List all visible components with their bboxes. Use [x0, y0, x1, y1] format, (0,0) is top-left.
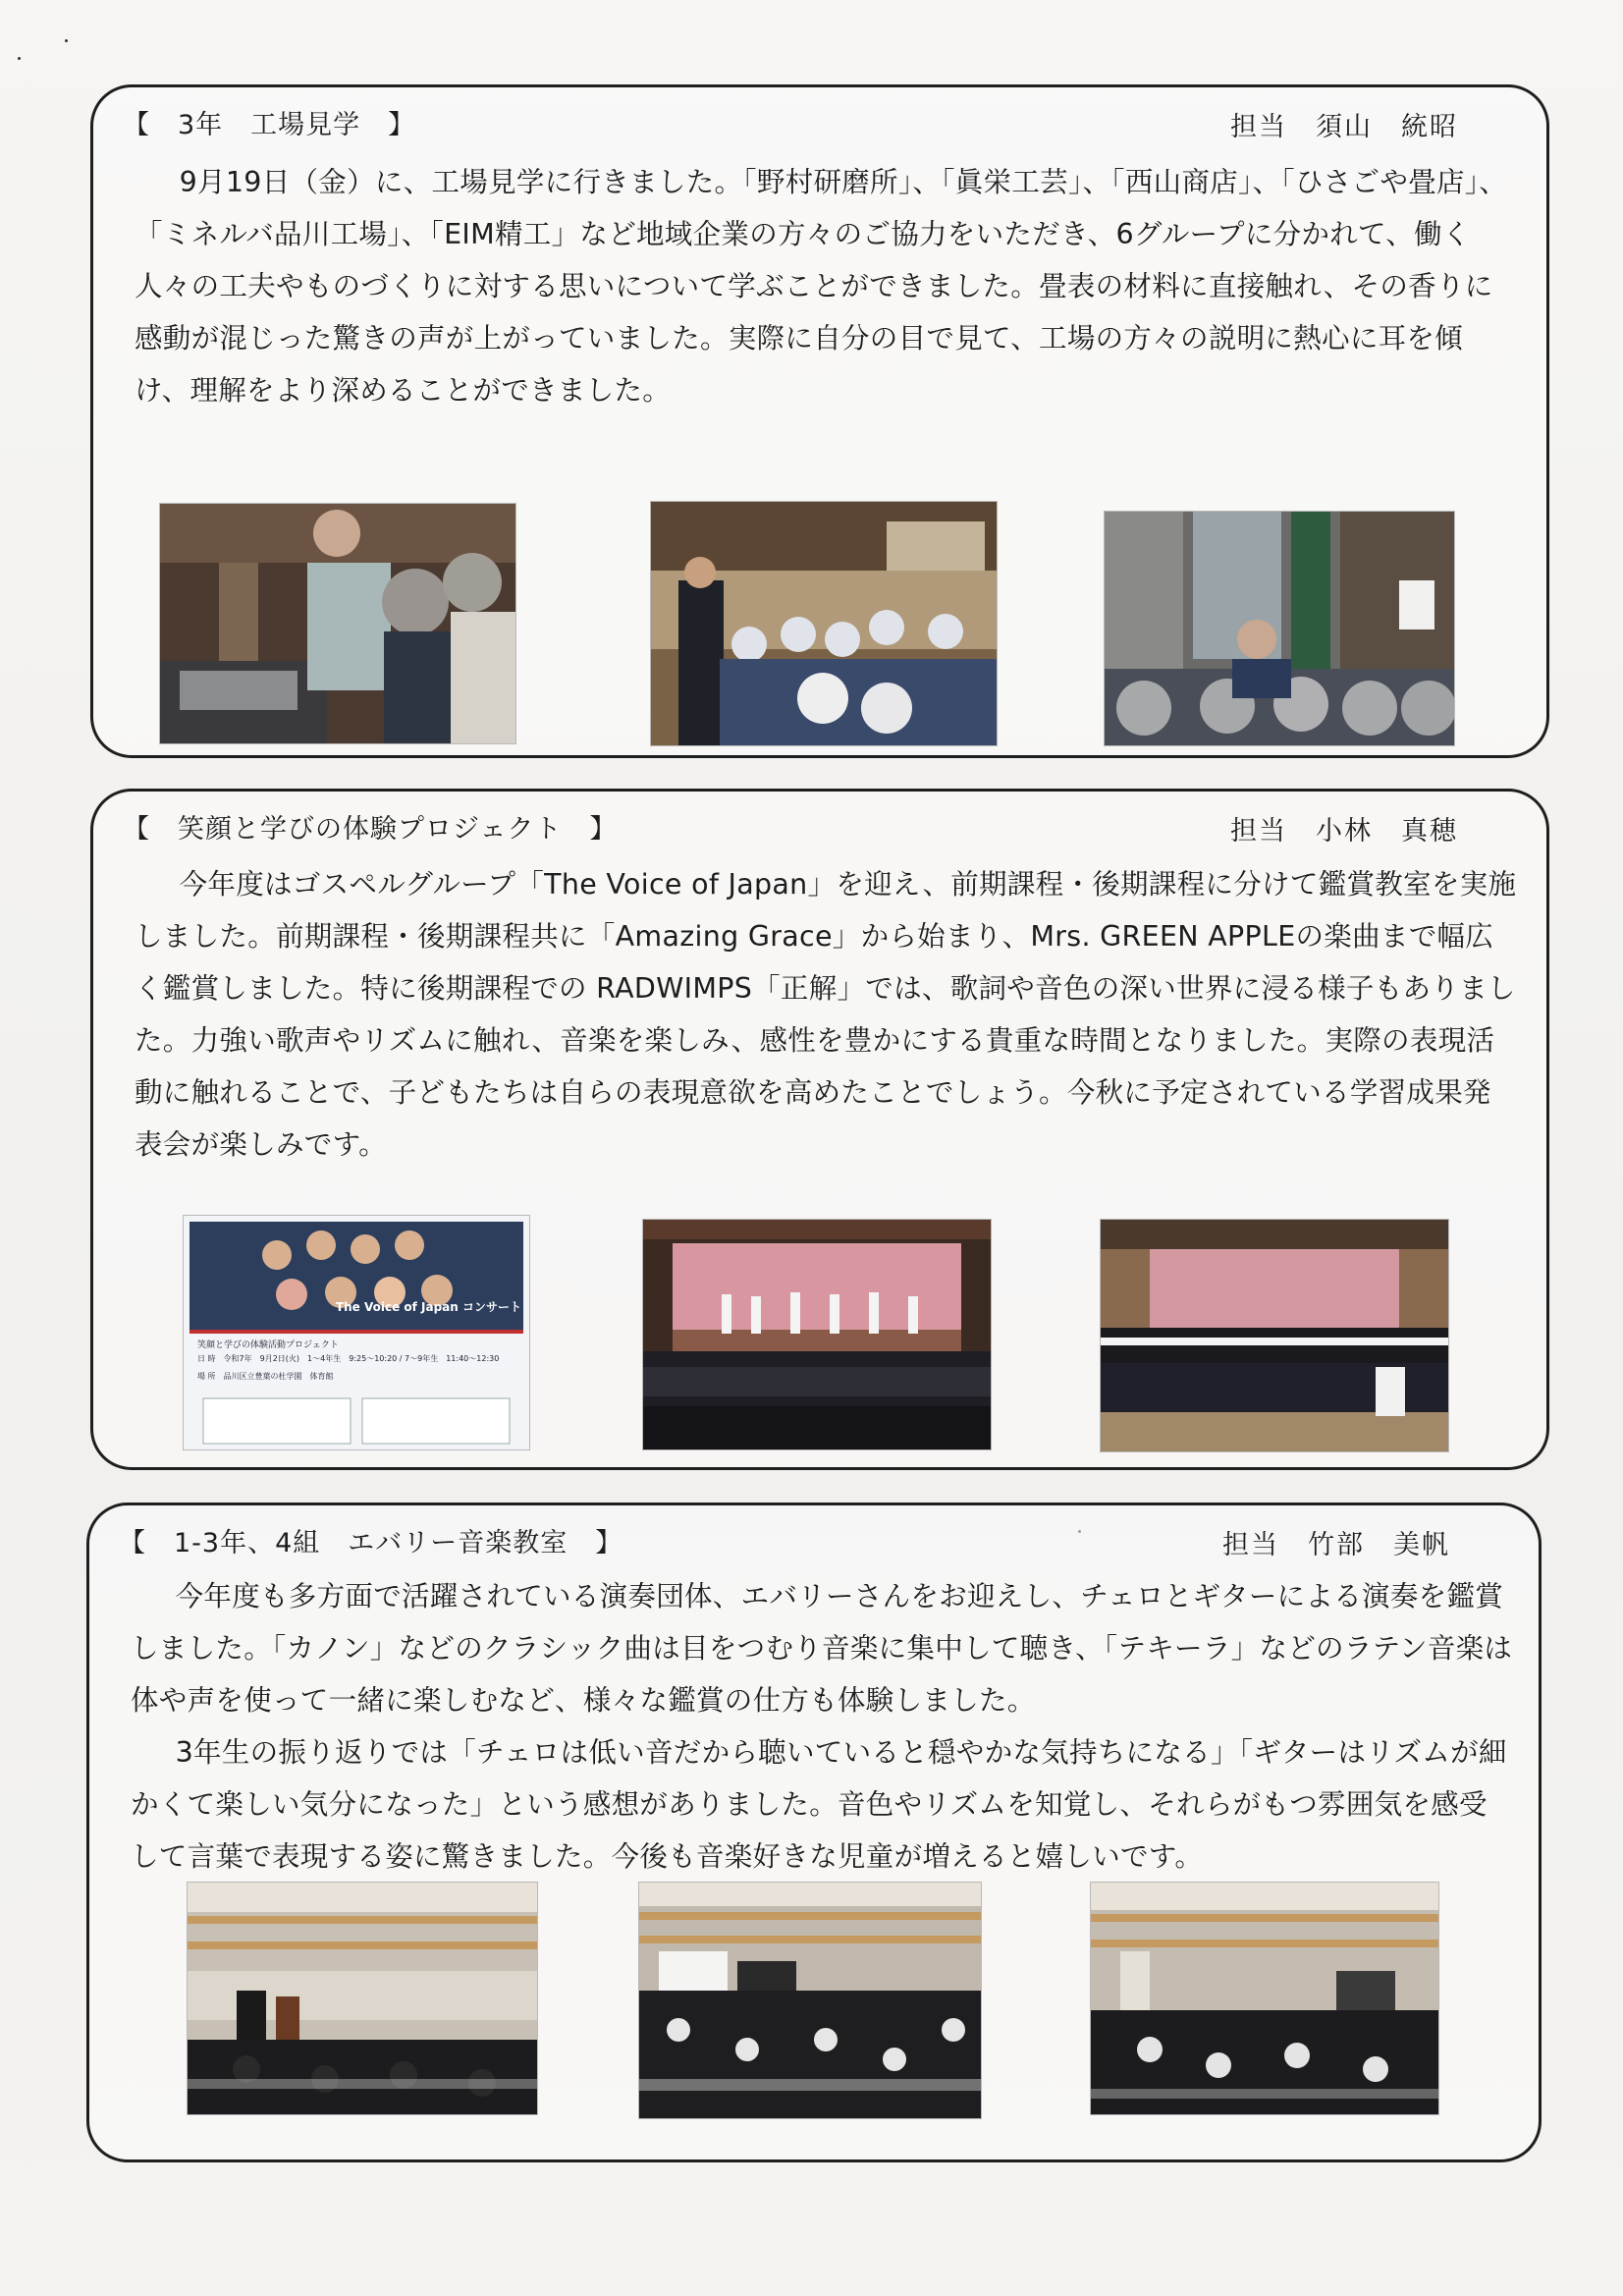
photo-factory-craftsman [160, 504, 515, 743]
poster-row-place: 場 所 品川区立豊葉の杜学園 体育館 [197, 1372, 334, 1381]
photo-evary-hall-3 [1091, 1883, 1438, 2114]
poster-subheading: 笑顔と学びの体験活動プロジェクト [197, 1340, 339, 1350]
section-title: 【 笑顔と学びの体験プロジェクト 】 [123, 814, 618, 845]
section-staff: 担当 竹部 美帆 [1222, 1530, 1450, 1560]
section-factory-visit [90, 84, 1549, 758]
paragraph: 9月19日（金）に、工場見学に行きました。「野村研磨所」、「眞栄工芸」、「西山商店」、「ひさごや畳店」、「ミネルバ品川工場」、「EIM精工」など地域企業の方々のご協力をいただき、6グループに分かれて、働く人々の工夫やものづくりに対する思いについて学ぶことができました。畳表の材料に直接触れ、その香りに感動が混じった驚きの声が上がっていました。実際に自分の目で見て、工場の方々の説明に熱心に耳を傾け、理解をより深めることができました。 [135, 166, 1508, 407]
section-title: 【 1-3年、4組 エバリー音楽教室 】 [119, 1528, 623, 1558]
photo-evary-hall-1 [188, 1883, 537, 2114]
photo-gospel-stage-1 [643, 1220, 991, 1449]
section-title: 【 3年 工場見学 】 [123, 110, 416, 140]
photo-gospel-stage-2 [1101, 1220, 1448, 1451]
section-body [135, 156, 1517, 416]
poster-heading: The Voice of Japan コンサート [335, 1300, 521, 1314]
photo-concert-poster [184, 1216, 529, 1449]
photo-tatami-shop [651, 502, 997, 745]
photo-evary-hall-2 [639, 1883, 981, 2118]
section-body [135, 858, 1517, 1171]
section-staff: 担当 小林 真穂 [1230, 816, 1458, 847]
section-smile-learning-project [90, 789, 1549, 1470]
paragraph: 今年度も多方面で活躍されている演奏団体、エバリーさんをお迎えし、チェロとギターによる演奏を鑑賞しました。「カノン」などのクラシック曲は目をつむり音楽に集中して聴き、「テキーラ」などのラテン音楽は体や声を使って一緒に楽しむなど、様々な鑑賞の仕方も体験しました。 [131, 1580, 1513, 1717]
paper-speck [65, 39, 68, 42]
section-staff: 担当 須山 統昭 [1230, 112, 1458, 142]
poster-row-datetime: 日 時 令和7年 9月2日(火) 1〜4年生 9:25〜10:20 / 7〜9年生 11:40〜12:30 [197, 1354, 500, 1363]
section-evary-music-class [86, 1503, 1542, 2162]
paragraph: 今年度はゴスペルグループ「The Voice of Japan」を迎え、前期課程・後期課程に分けて鑑賞教室を実施しました。前期課程・後期課程共に「Amazing Grace」から始まり、Mrs. GREEN APPLEの楽曲まで幅広く鑑賞しました。特に後期課程での RADWIMPS「正解」では、歌詞や音色の深い世界に浸る様子もありました。力強い歌声やリズムに触れ、音楽を楽しみ、感性を豊かにする貴重な時間となりました。実際の表現活動に触れることで、子どもたちは自らの表現意欲を高めたことでしょう。今秋に予定されている学習成果発表会が楽しみです。 [135, 868, 1517, 1161]
paper-speck [18, 57, 21, 60]
photo-workshop-shelves [1105, 512, 1454, 745]
section-body [131, 1570, 1513, 1883]
paragraph: 3年生の振り返りでは「チェロは低い音だから聴いていると穏やかな気持ちになる」「ギターはリズムが細かくて楽しい気分になった」という感想がありました。音色やリズムを知覚し、それらがもつ雰囲気を感受して言葉で表現する姿に驚きました。今後も音楽好きな児童が増えると嬉しいです。 [131, 1736, 1507, 1873]
